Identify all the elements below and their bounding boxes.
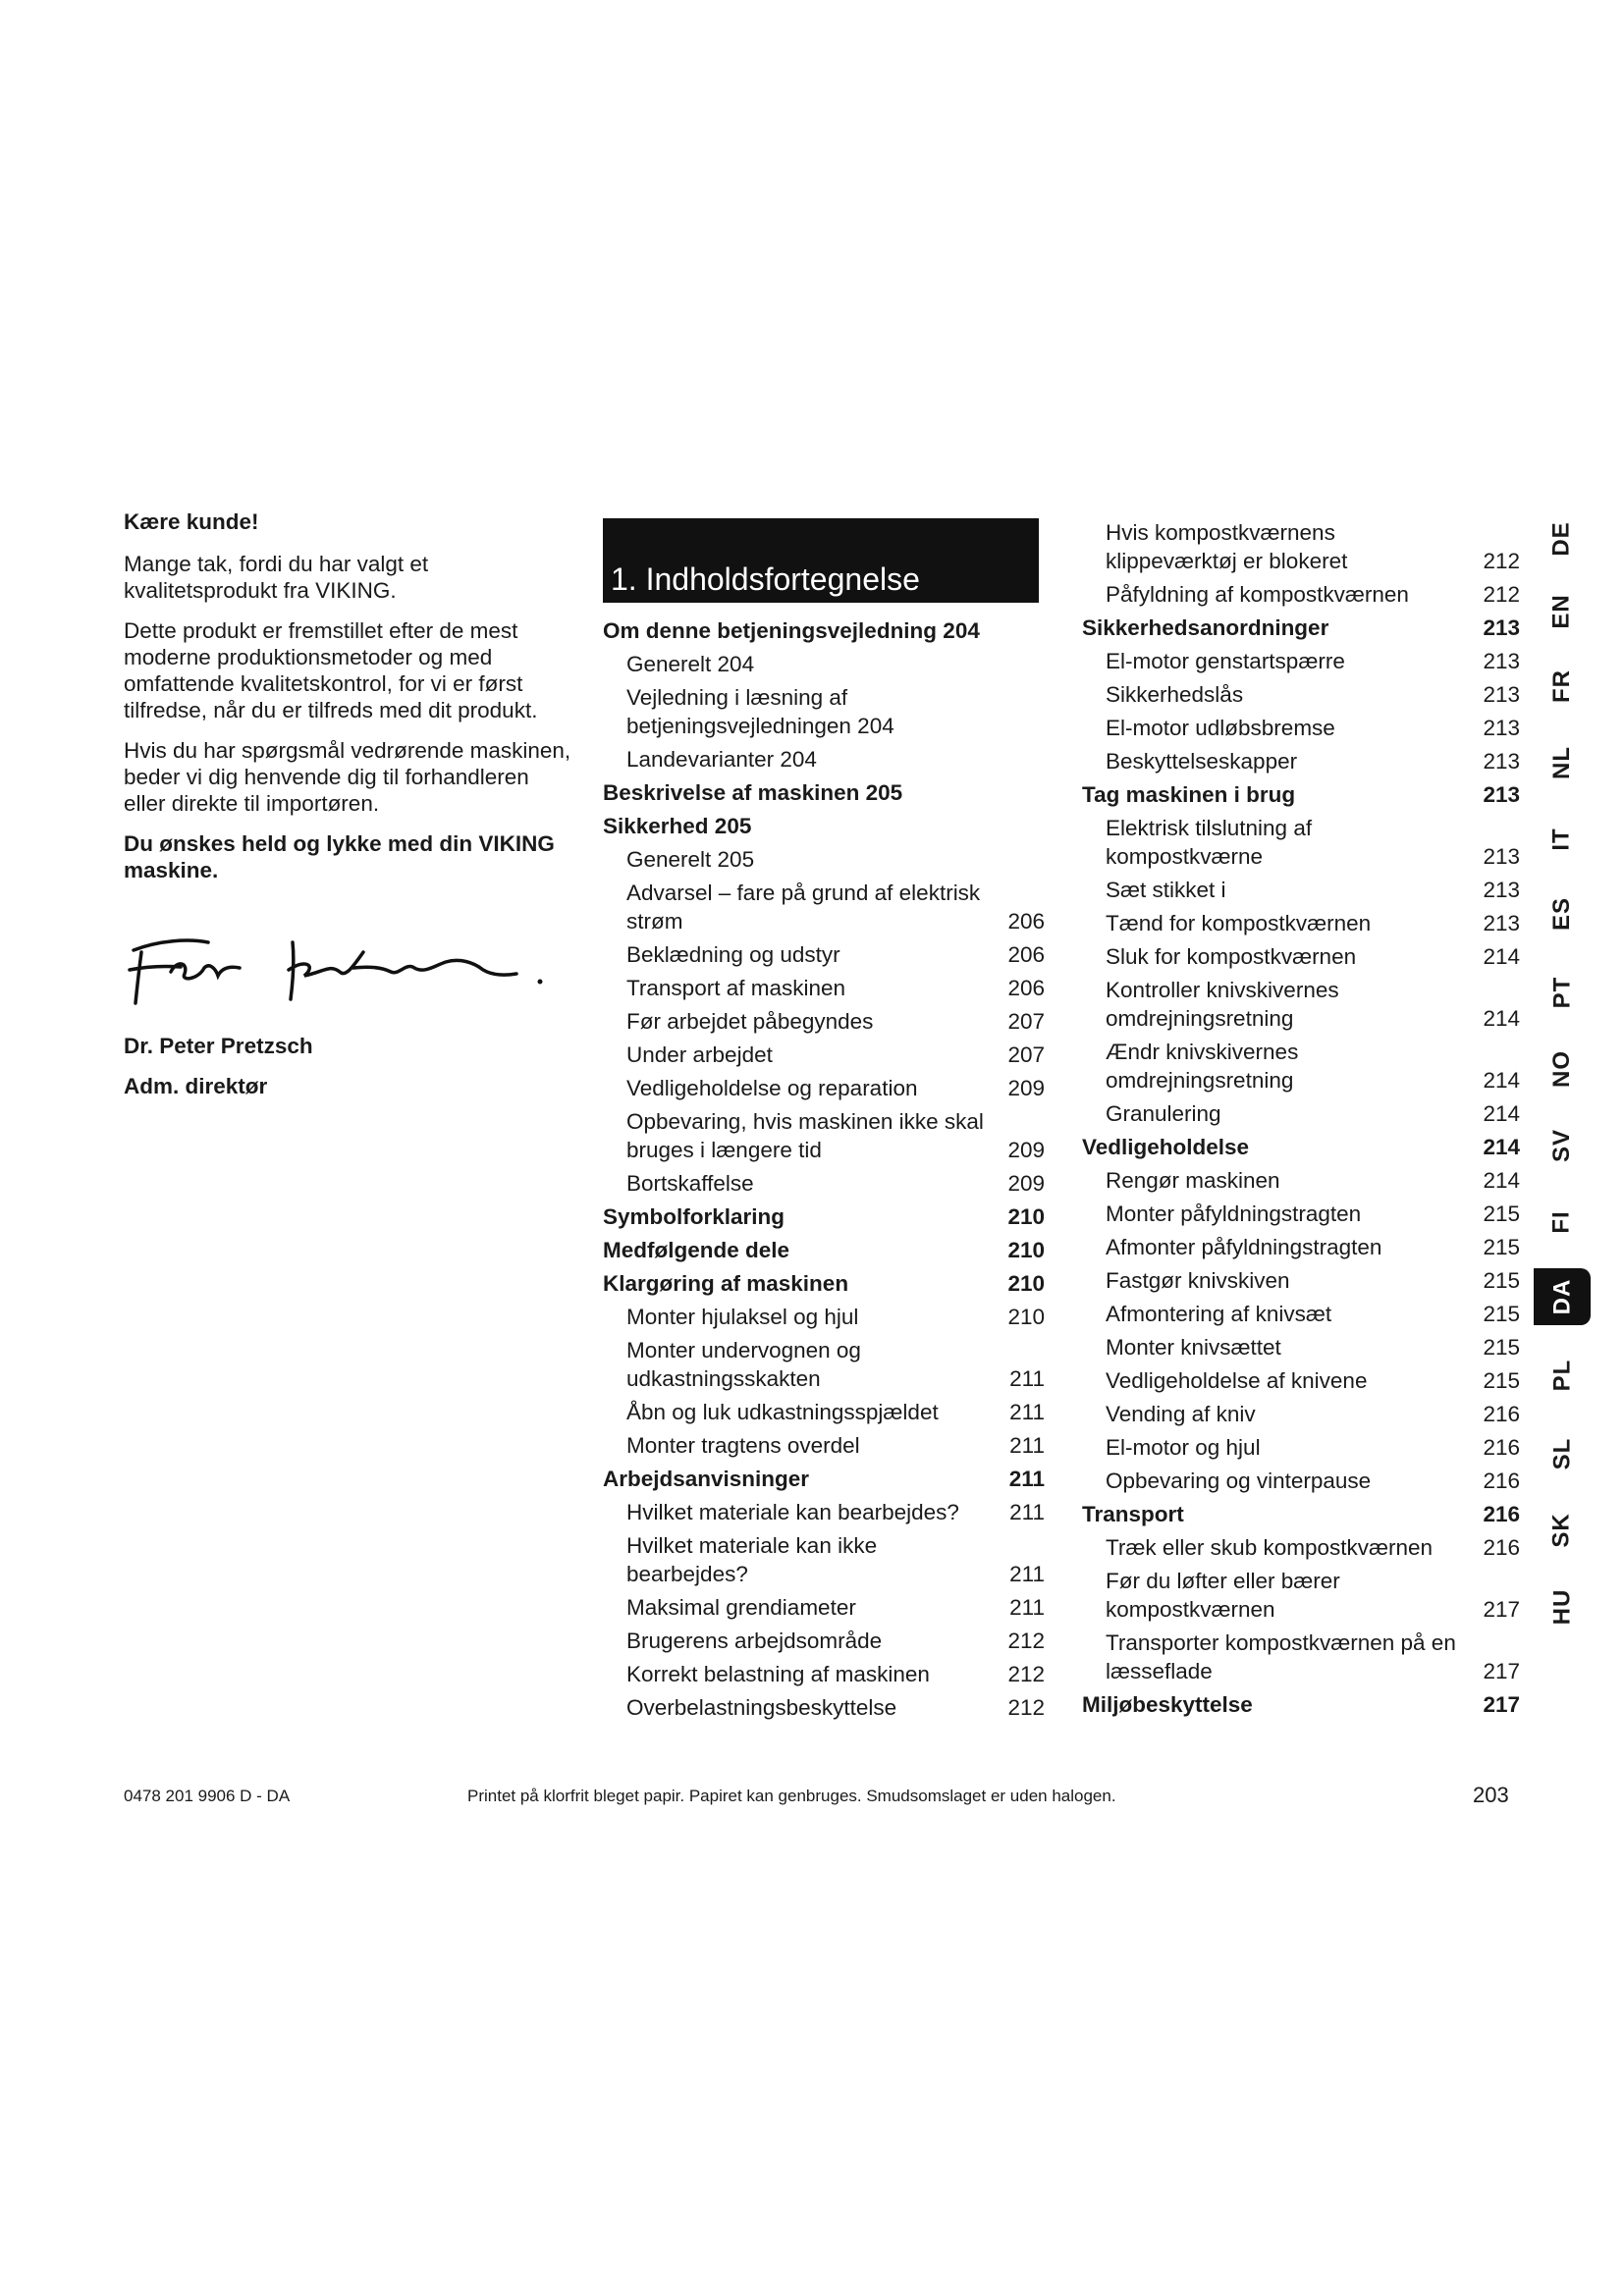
toc-entry-page: 215 [1483,1302,1520,1326]
toc-entry-title: Vedligeholdelse [1082,1135,1250,1159]
toc-entry [1082,1233,1520,1261]
toc-entry [1082,942,1520,971]
toc-entry [603,1398,1045,1426]
toc-entry [603,1693,1045,1722]
toc-entry [1082,976,1520,1033]
toc-entry-title: Monter tragtens overdel [626,1433,860,1458]
toc-entry [1082,1690,1520,1719]
toc-entry-title: Miljøbeskyttelse [1082,1692,1253,1717]
toc-entry-title: Før du løfter eller bærer kompostkværnen [1106,1569,1340,1622]
toc-entry-page: 210 [1007,1305,1045,1329]
toc-entry [603,1202,1045,1231]
toc-entry-title: Beklædning og udstyr [626,942,840,967]
toc-entry-title: Klargøring af maskinen [603,1271,849,1296]
toc-entry-page: 209 [1007,1171,1045,1196]
toc-entry [1082,518,1520,575]
toc-entry-title: Symbolforklaring [603,1204,785,1229]
toc-entry-page: 215 [1483,1235,1520,1259]
toc-entry [603,1431,1045,1460]
toc-entry-title: Monter knivsættet [1106,1335,1281,1360]
toc-entry-page: 214 [1483,1006,1520,1031]
toc-entry [1082,1133,1520,1161]
toc-entry [1082,1038,1520,1095]
toc-column-2 [1082,518,1520,1724]
toc-entry [1082,1567,1520,1624]
toc-entry-page: 212 [1007,1629,1045,1653]
toc-entry-page: 211 [1009,1562,1045,1586]
toc-entry [603,1107,1045,1164]
toc-entry [1082,1266,1520,1295]
toc-entry [1082,1166,1520,1195]
toc-entry [603,940,1045,969]
toc-entry-title: Sæt stikket i [1106,878,1226,902]
toc-entry-title: Monter påfyldningstragten [1106,1201,1362,1226]
language-tab-label: NO [1548,1050,1575,1088]
toc-entry-page: 212 [1007,1695,1045,1720]
toc-entry-page: 206 [1007,909,1045,934]
toc-entry [1082,614,1520,642]
toc-entry-title: Opbevaring og vinterpause [1106,1468,1372,1493]
toc-entry-page: 206 [1007,942,1045,967]
toc-entry-page: 214 [1483,1101,1520,1126]
toc-entry [603,1236,1045,1264]
toc-entry-page: 210 [1007,1271,1045,1296]
toc-entry [1082,580,1520,609]
toc-entry-page: 213 [1483,749,1520,774]
toc-entry-title: Træk eller skub kompostkværnen [1106,1535,1434,1560]
toc-entry [603,1007,1045,1036]
language-tab-sl [1534,1425,1591,1482]
toc-entry-page: 207 [1007,1009,1045,1034]
toc-entry-page: 209 [1007,1076,1045,1100]
toc-entry-page: 211 [1009,1500,1045,1524]
toc-entry-title: Før arbejdet påbegyndes [626,1009,874,1034]
language-tab-sv [1534,1117,1591,1174]
signer-title: Adm. direktør [124,1074,268,1098]
language-tab-label: FI [1547,1210,1575,1234]
toc-entry-title: El-motor udløbsbremse [1106,716,1335,740]
toc-entry-page: 215 [1483,1201,1520,1226]
toc-entry [603,745,1045,774]
toc-entry-title: Afmonter påfyldningstragten [1106,1235,1382,1259]
toc-entry-title: Tag maskinen i brug [1082,782,1296,807]
closing-wish: Du ønskes held og lykke med din VIKING maskine. [124,831,555,882]
toc-entry-title: Overbelastningsbeskyttelse [626,1695,897,1720]
toc-entry-title: Bortskaffelse [626,1171,754,1196]
toc-entry [1082,1300,1520,1328]
toc-entry [1082,680,1520,709]
language-tab-label: IT [1547,828,1575,851]
toc-entry-title: Om denne betjeningsvejledning 204 [603,618,980,643]
toc-entry-page: 213 [1483,649,1520,673]
toc-entry-title: Medfølgende dele [603,1238,790,1262]
language-tab-label: DE [1548,521,1575,557]
toc-entry [603,1660,1045,1688]
toc-entry-page: 211 [1009,1366,1045,1391]
toc-entry [1082,876,1520,904]
toc-entry [1082,647,1520,675]
toc-entry-page: 206 [1007,976,1045,1000]
toc-entry-title: Landevarianter 204 [626,747,817,772]
toc-entry-page: 214 [1483,1135,1520,1159]
language-tab-da [1534,1268,1591,1325]
language-tab-label: DA [1547,1278,1575,1315]
toc-entry-title: Sluk for kompostkværnen [1106,944,1357,969]
section-heading: 1. Indholdsfortegnelse [603,518,1039,603]
toc-entry [1082,1467,1520,1495]
language-tab-label: SK [1548,1513,1575,1548]
toc-entry-title: Ændr knivskivernes omdrejningsretning [1106,1040,1299,1093]
signer-name: Dr. Peter Pretzsch [124,1034,313,1058]
language-tab-it [1534,811,1591,868]
toc-entry-page: 209 [1007,1138,1045,1162]
toc-entry-page: 213 [1483,615,1520,640]
toc-entry [603,1531,1045,1588]
toc-entry-page: 210 [1007,1238,1045,1262]
intro-paragraph: Dette produkt er fremstillet efter de mest moderne produktionsmetoder og med omfattende kvalitetskontrol, for vi er først tilfredse, når du er tilfreds med dit produkt. [124,618,538,722]
toc-entry-title: Vending af kniv [1106,1402,1256,1426]
language-tab-sk [1534,1502,1591,1559]
toc-entry-page: 213 [1483,782,1520,807]
toc-entry-title: Transport af maskinen [626,976,846,1000]
toc-entry-title: Vedligeholdelse og reparation [626,1076,918,1100]
toc-entry-page: 215 [1483,1368,1520,1393]
language-tab-nl [1534,734,1591,791]
toc-entry-title: Hvis kompostkværnens klippeværktøj er blokeret [1106,520,1348,573]
toc-entry [1082,1099,1520,1128]
toc-entry-title: El-motor og hjul [1106,1435,1261,1460]
toc-entry-title: Rengør maskinen [1106,1168,1280,1193]
toc-entry [1082,1200,1520,1228]
toc-entry-page: 212 [1483,582,1520,607]
toc-entry [1082,1433,1520,1462]
toc-entry-title: Beskyttelseskapper [1106,749,1298,774]
toc-entry-title: Monter undervognen og udkastningsskakten [626,1338,861,1391]
toc-entry-page: 217 [1483,1597,1520,1622]
language-tab-fi [1534,1194,1591,1251]
toc-entry-page: 216 [1483,1535,1520,1560]
toc-entry [1082,747,1520,775]
toc-entry [1082,1533,1520,1562]
toc-entry [1082,1400,1520,1428]
toc-entry [1082,1629,1520,1685]
toc-entry-title: Elektrisk tilslutning af kompostkværne [1106,816,1313,869]
language-tab-label: SV [1547,1128,1575,1163]
toc-entry [1082,1500,1520,1528]
toc-entry-page: 212 [1483,549,1520,573]
toc-entry-title: Under arbejdet [626,1042,773,1067]
toc-entry-title: Hvilket materiale kan ikke bearbejdes? [626,1533,878,1586]
toc-entry [603,1593,1045,1622]
toc-entry-title: Fastgør knivskiven [1106,1268,1290,1293]
toc-entry [603,812,1045,840]
toc-entry [603,845,1045,874]
language-tab-hu [1534,1578,1591,1635]
toc-entry-page: 213 [1483,911,1520,935]
language-tab-en [1534,583,1591,640]
language-tab-fr [1534,658,1591,715]
toc-entry-title: Granulering [1106,1101,1221,1126]
toc-entry-page: 216 [1483,1502,1520,1526]
toc-entry [603,683,1045,740]
language-tab-label: FR [1548,669,1575,703]
toc-entry-page: 210 [1007,1204,1045,1229]
toc-entry [603,1041,1045,1069]
toc-entry [603,1336,1045,1393]
page-number: 203 [1473,1783,1509,1807]
toc-entry-page: 213 [1483,716,1520,740]
toc-entry-page: 212 [1007,1662,1045,1686]
toc-entry [603,1169,1045,1198]
intro-letter [124,508,575,1113]
toc-entry [603,1303,1045,1331]
toc-entry-title: Afmontering af knivsæt [1106,1302,1332,1326]
toc-entry-page: 213 [1483,878,1520,902]
language-tab-no [1534,1041,1591,1097]
toc-entry-title: Åbn og luk udkastningsspjældet [626,1400,939,1424]
toc-entry-title: Vedligeholdelse af knivene [1106,1368,1368,1393]
document-code: 0478 201 9906 D - DA [124,1787,291,1805]
toc-entry [603,879,1045,935]
toc-entry-title: Sikkerhed 205 [603,814,752,838]
intro-paragraph: Hvis du har spørgsmål vedrørende maskinen, beder vi dig henvende dig til forhandleren eller direkte til importøren. [124,738,571,816]
toc-entry-page: 213 [1483,682,1520,707]
toc-entry-title: Transport [1082,1502,1184,1526]
intro-paragraph: Mange tak, fordi du har valgt et kvalitetsprodukt fra VIKING. [124,552,429,603]
toc-entry-title: Advarsel – fare på grund af elektrisk strøm [626,881,981,934]
toc-entry-title: Transporter kompostkværnen på en læsseflade [1106,1630,1456,1683]
toc-entry-title: Generelt 205 [626,847,755,872]
toc-entry-title: Tænd for kompostkværnen [1106,911,1372,935]
paper-note: Printet på klorfrit bleget papir. Papiret kan genbruges. Smudsomslaget er uden halogen. [467,1787,1116,1805]
toc-entry-page: 215 [1483,1335,1520,1360]
language-tab-label: SL [1547,1437,1575,1470]
toc-entry-title: Hvilket materiale kan bearbejdes? [626,1500,959,1524]
toc-entry [1082,909,1520,937]
language-tab-de [1534,510,1591,567]
toc-entry-title: Korrekt belastning af maskinen [626,1662,930,1686]
toc-entry-page: 214 [1483,1068,1520,1093]
toc-entry-title: Kontroller knivskivernes omdrejningsretning [1106,978,1339,1031]
toc-entry-title: Opbevaring, hvis maskinen ikke skal bruges i længere tid [626,1109,984,1162]
toc-column-1 [603,518,1045,1727]
toc-entry-page: 211 [1009,1400,1045,1424]
toc-entry [603,1627,1045,1655]
toc-entry-title: Brugerens arbejdsområde [626,1629,883,1653]
toc-entry-page: 215 [1483,1268,1520,1293]
toc-entry-page: 211 [1008,1467,1045,1491]
toc-entry [1082,714,1520,742]
toc-entry-title: Vejledning i læsning af betjeningsvejledningen 204 [626,685,894,738]
language-tab-label: PT [1547,976,1575,1009]
toc-entry [603,1269,1045,1298]
toc-entry-page: 211 [1009,1433,1045,1458]
toc-entry-page: 216 [1483,1435,1520,1460]
toc-entry-page: 213 [1483,844,1520,869]
signature-image [120,923,552,1011]
toc-entry [1082,780,1520,809]
toc-entry-title: Påfyldning af kompostkværnen [1106,582,1409,607]
toc-entry-page: 216 [1483,1468,1520,1493]
toc-entry-title: Monter hjulaksel og hjul [626,1305,859,1329]
language-tab-pt [1534,964,1591,1021]
toc-entry-title: Sikkerhedslås [1106,682,1244,707]
toc-entry [603,974,1045,1002]
toc-entry-title: Maksimal grendiameter [626,1595,856,1620]
toc-entry [603,1074,1045,1102]
toc-entry-title: Arbejdsanvisninger [603,1467,810,1491]
language-tabs [1534,510,1591,1777]
toc-entry [1082,1333,1520,1362]
language-tab-label: ES [1547,896,1575,932]
toc-entry [603,778,1045,807]
toc-entry-page: 216 [1483,1402,1520,1426]
toc-entry-title: Generelt 204 [626,652,755,676]
language-tab-es [1534,885,1591,942]
toc-entry-page: 211 [1009,1595,1045,1620]
language-tab-pl [1534,1347,1591,1404]
toc-entry-title: El-motor genstartspærre [1106,649,1345,673]
toc-entry-page: 217 [1483,1692,1520,1717]
toc-entry [603,1498,1045,1526]
language-tab-label: HU [1547,1588,1575,1626]
toc-entry [1082,814,1520,871]
toc-entry [603,616,1045,645]
language-tab-label: NL [1548,746,1575,779]
language-tab-label: EN [1548,594,1575,629]
toc-entry-page: 214 [1483,944,1520,969]
language-tab-label: PL [1547,1359,1575,1392]
toc-entry-title: Beskrivelse af maskinen 205 [603,780,903,805]
toc-entry [603,650,1045,678]
toc-entry-page: 207 [1007,1042,1045,1067]
toc-entry-page: 217 [1483,1659,1520,1683]
toc-entry [603,1465,1045,1493]
toc-entry-title: Sikkerhedsanordninger [1082,615,1329,640]
toc-entry-page: 214 [1483,1168,1520,1193]
toc-entry [1082,1366,1520,1395]
greeting: Kære kunde! [124,509,259,534]
